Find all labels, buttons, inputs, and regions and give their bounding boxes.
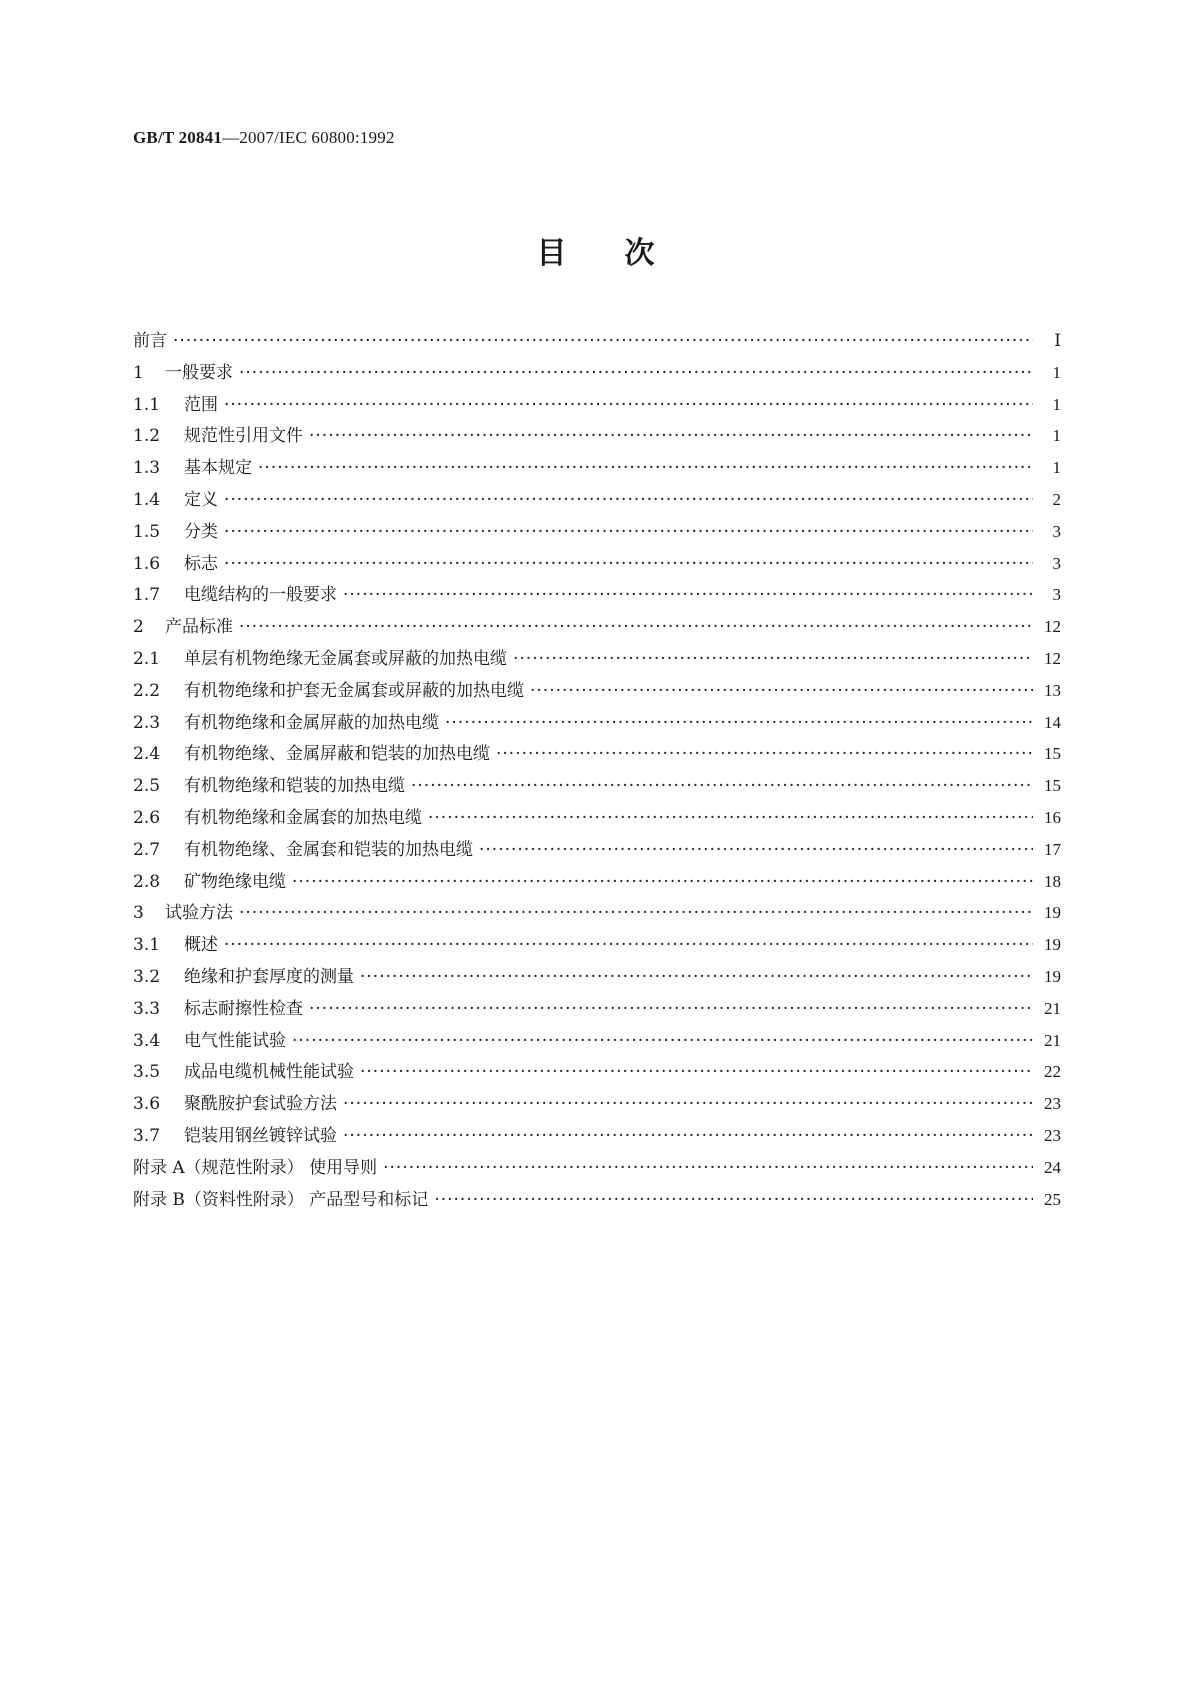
toc-entry-page: 23 — [1044, 1094, 1061, 1114]
toc-entry-title: 电缆结构的一般要求 — [184, 585, 337, 606]
toc-entry-title: 电气性能试验 — [184, 1030, 286, 1051]
toc-entry-title: 试验方法 — [165, 903, 233, 924]
toc-entry[interactable] — [133, 358, 1061, 390]
toc-entry-number: 3.2 — [133, 966, 161, 987]
toc-entry-page: 3 — [1052, 521, 1061, 541]
dot-leader — [309, 999, 1033, 1019]
toc-entry[interactable] — [133, 549, 1061, 581]
toc-entry-title: 附录 B（资料性附录） 产品型号和标记 — [133, 1189, 429, 1210]
document-header — [133, 128, 395, 148]
toc-entry[interactable] — [133, 612, 1061, 644]
toc-entry-title: 附录 A（规范性附录） 使用导则 — [133, 1157, 378, 1178]
toc-entry[interactable] — [133, 771, 1061, 803]
dot-leader — [530, 681, 1033, 701]
toc-entry[interactable] — [133, 326, 1061, 358]
toc-entry[interactable] — [133, 421, 1061, 453]
table-of-contents — [133, 326, 1061, 1216]
toc-entry-number: 2.2 — [133, 680, 161, 701]
dot-leader — [360, 967, 1033, 987]
dot-leader — [434, 1190, 1033, 1210]
toc-entry-number: 3.3 — [133, 998, 161, 1019]
toc-entry-title: 矿物绝缘电缆 — [184, 871, 286, 892]
dot-leader — [343, 1126, 1033, 1146]
toc-entry-page: 19 — [1044, 903, 1061, 923]
toc-entry-number: 2.6 — [133, 807, 161, 828]
toc-entry-number: 2.7 — [133, 839, 161, 860]
dot-leader — [224, 490, 1033, 510]
toc-entry-number: 3.7 — [133, 1125, 161, 1146]
dot-leader — [343, 1094, 1033, 1114]
toc-entry-page: 18 — [1044, 871, 1061, 891]
toc-entry-page: 3 — [1052, 585, 1061, 605]
toc-entry[interactable] — [133, 1026, 1061, 1058]
dot-leader — [343, 585, 1033, 605]
toc-entry[interactable] — [133, 708, 1061, 740]
toc-entry-number: 1.6 — [133, 553, 161, 574]
dot-leader — [411, 776, 1033, 796]
toc-entry-page: 1 — [1052, 362, 1061, 382]
toc-entry-number: 3.6 — [133, 1094, 161, 1115]
toc-entry-page: 19 — [1044, 935, 1061, 955]
toc-entry-title: 前言 — [133, 331, 167, 351]
toc-entry-number: 1.2 — [133, 426, 161, 447]
toc-entry[interactable] — [133, 580, 1061, 612]
toc-entry-title: 范围 — [184, 394, 218, 415]
toc-entry-number: 1.1 — [133, 394, 161, 415]
toc-entry[interactable] — [133, 1057, 1061, 1089]
toc-entry-page: 1 — [1052, 458, 1061, 478]
toc-entry[interactable] — [133, 1153, 1061, 1185]
toc-entry-title: 有机物绝缘和铠装的加热电缆 — [184, 776, 405, 797]
toc-entry-page: 25 — [1044, 1189, 1061, 1209]
toc-entry-title: 分类 — [184, 521, 218, 542]
toc-entry-number: 1.3 — [133, 458, 161, 479]
toc-entry[interactable] — [133, 867, 1061, 899]
toc-entry-number: 2.1 — [133, 648, 161, 669]
toc-entry[interactable] — [133, 390, 1061, 422]
toc-entry-page: 21 — [1044, 998, 1061, 1018]
toc-entry-number: 2.3 — [133, 712, 161, 733]
toc-entry-number: 3.1 — [133, 935, 161, 956]
toc-entry-title: 有机物绝缘、金属套和铠装的加热电缆 — [184, 839, 473, 860]
toc-entry-page: 12 — [1044, 617, 1061, 637]
toc-entry-title: 聚酰胺护套试验方法 — [184, 1094, 337, 1115]
toc-entry-title: 规范性引用文件 — [184, 426, 303, 447]
toc-entry-title: 绝缘和护套厚度的测量 — [184, 966, 354, 987]
dot-leader — [428, 808, 1033, 828]
toc-entry[interactable] — [133, 1121, 1061, 1153]
dot-leader — [239, 617, 1033, 637]
dot-leader — [224, 522, 1033, 542]
dot-leader — [239, 903, 1033, 923]
dot-leader — [360, 1062, 1033, 1082]
toc-entry[interactable] — [133, 962, 1061, 994]
toc-entry[interactable] — [133, 453, 1061, 485]
toc-entry-page: 24 — [1044, 1157, 1061, 1177]
toc-entry-page: 22 — [1044, 1062, 1061, 1082]
toc-entry-number: 1.4 — [133, 489, 161, 510]
standard-suffix: —2007/IEC 60800:1992 — [222, 128, 395, 147]
toc-entry-title: 概述 — [184, 935, 218, 956]
toc-entry-title: 定义 — [184, 489, 218, 510]
toc-entry[interactable] — [133, 517, 1061, 549]
toc-entry-page: 15 — [1044, 776, 1061, 796]
toc-entry-title: 产品标准 — [165, 617, 233, 638]
toc-entry[interactable] — [133, 1089, 1061, 1121]
toc-entry-number: 2.8 — [133, 871, 161, 892]
toc-entry[interactable] — [133, 644, 1061, 676]
toc-entry-number: 2.5 — [133, 776, 161, 797]
toc-entry[interactable] — [133, 485, 1061, 517]
toc-entry-number: 1 — [133, 362, 144, 383]
toc-entry-title: 标志 — [184, 553, 218, 574]
toc-entry-page: 1 — [1052, 394, 1061, 414]
toc-entry-page: 17 — [1044, 839, 1061, 859]
toc-entry-title: 有机物绝缘和护套无金属套或屏蔽的加热电缆 — [184, 680, 524, 701]
toc-entry-number: 2 — [133, 617, 144, 638]
dot-leader — [258, 458, 1033, 478]
toc-entry[interactable] — [133, 994, 1061, 1026]
toc-entry[interactable] — [133, 930, 1061, 962]
toc-entry-page: 21 — [1044, 1030, 1061, 1050]
toc-entry-page: 16 — [1044, 807, 1061, 827]
standard-number: GB/T 20841 — [133, 128, 223, 147]
dot-leader — [309, 426, 1033, 446]
toc-entry-title: 基本规定 — [184, 458, 252, 479]
toc-entry-title: 成品电缆机械性能试验 — [184, 1062, 354, 1083]
toc-entry-number: 3.5 — [133, 1062, 161, 1083]
dot-leader — [173, 331, 1033, 351]
toc-entry-page: 14 — [1044, 712, 1061, 732]
toc-entry-title: 有机物绝缘和金属屏蔽的加热电缆 — [184, 712, 439, 733]
dot-leader — [513, 649, 1033, 669]
dot-leader — [445, 713, 1033, 733]
toc-entry-page: 23 — [1044, 1125, 1061, 1145]
dot-leader — [224, 395, 1033, 415]
toc-entry[interactable] — [133, 739, 1061, 771]
toc-entry-number: 3.4 — [133, 1030, 161, 1051]
toc-entry[interactable] — [133, 1185, 1061, 1217]
toc-entry-number: 2.4 — [133, 744, 161, 765]
toc-entry-page: 1 — [1052, 426, 1061, 446]
toc-entry-page: 2 — [1052, 489, 1061, 509]
toc-entry[interactable] — [133, 676, 1061, 708]
toc-entry-page: 12 — [1044, 648, 1061, 668]
toc-entry-number: 1.5 — [133, 521, 161, 542]
dot-leader — [224, 935, 1033, 955]
toc-entry[interactable] — [133, 898, 1061, 930]
dot-leader — [479, 840, 1033, 860]
toc-entry[interactable] — [133, 803, 1061, 835]
toc-entry[interactable] — [133, 835, 1061, 867]
dot-leader — [383, 1158, 1033, 1178]
toc-entry-page: 13 — [1044, 680, 1061, 700]
dot-leader — [496, 744, 1033, 764]
toc-entry-title: 标志耐擦性检查 — [184, 998, 303, 1019]
toc-entry-page: 15 — [1044, 744, 1061, 764]
toc-entry-number: 3 — [133, 903, 144, 924]
toc-entry-page: 3 — [1052, 553, 1061, 573]
dot-leader — [224, 554, 1033, 574]
dot-leader — [292, 1031, 1033, 1051]
toc-entry-number: 1.7 — [133, 585, 161, 606]
dot-leader — [292, 872, 1033, 892]
toc-entry-title: 有机物绝缘和金属套的加热电缆 — [184, 807, 422, 828]
toc-entry-page: Ⅰ — [1054, 331, 1061, 350]
toc-entry-title: 一般要求 — [165, 362, 233, 383]
toc-entry-page: 19 — [1044, 966, 1061, 986]
toc-entry-title: 铠装用钢丝镀锌试验 — [184, 1125, 337, 1146]
toc-entry-title: 单层有机物绝缘无金属套或屏蔽的加热电缆 — [184, 648, 507, 669]
dot-leader — [239, 363, 1033, 383]
toc-entry-title: 有机物绝缘、金属屏蔽和铠装的加热电缆 — [184, 744, 490, 765]
page-title: 目次 — [536, 236, 713, 271]
